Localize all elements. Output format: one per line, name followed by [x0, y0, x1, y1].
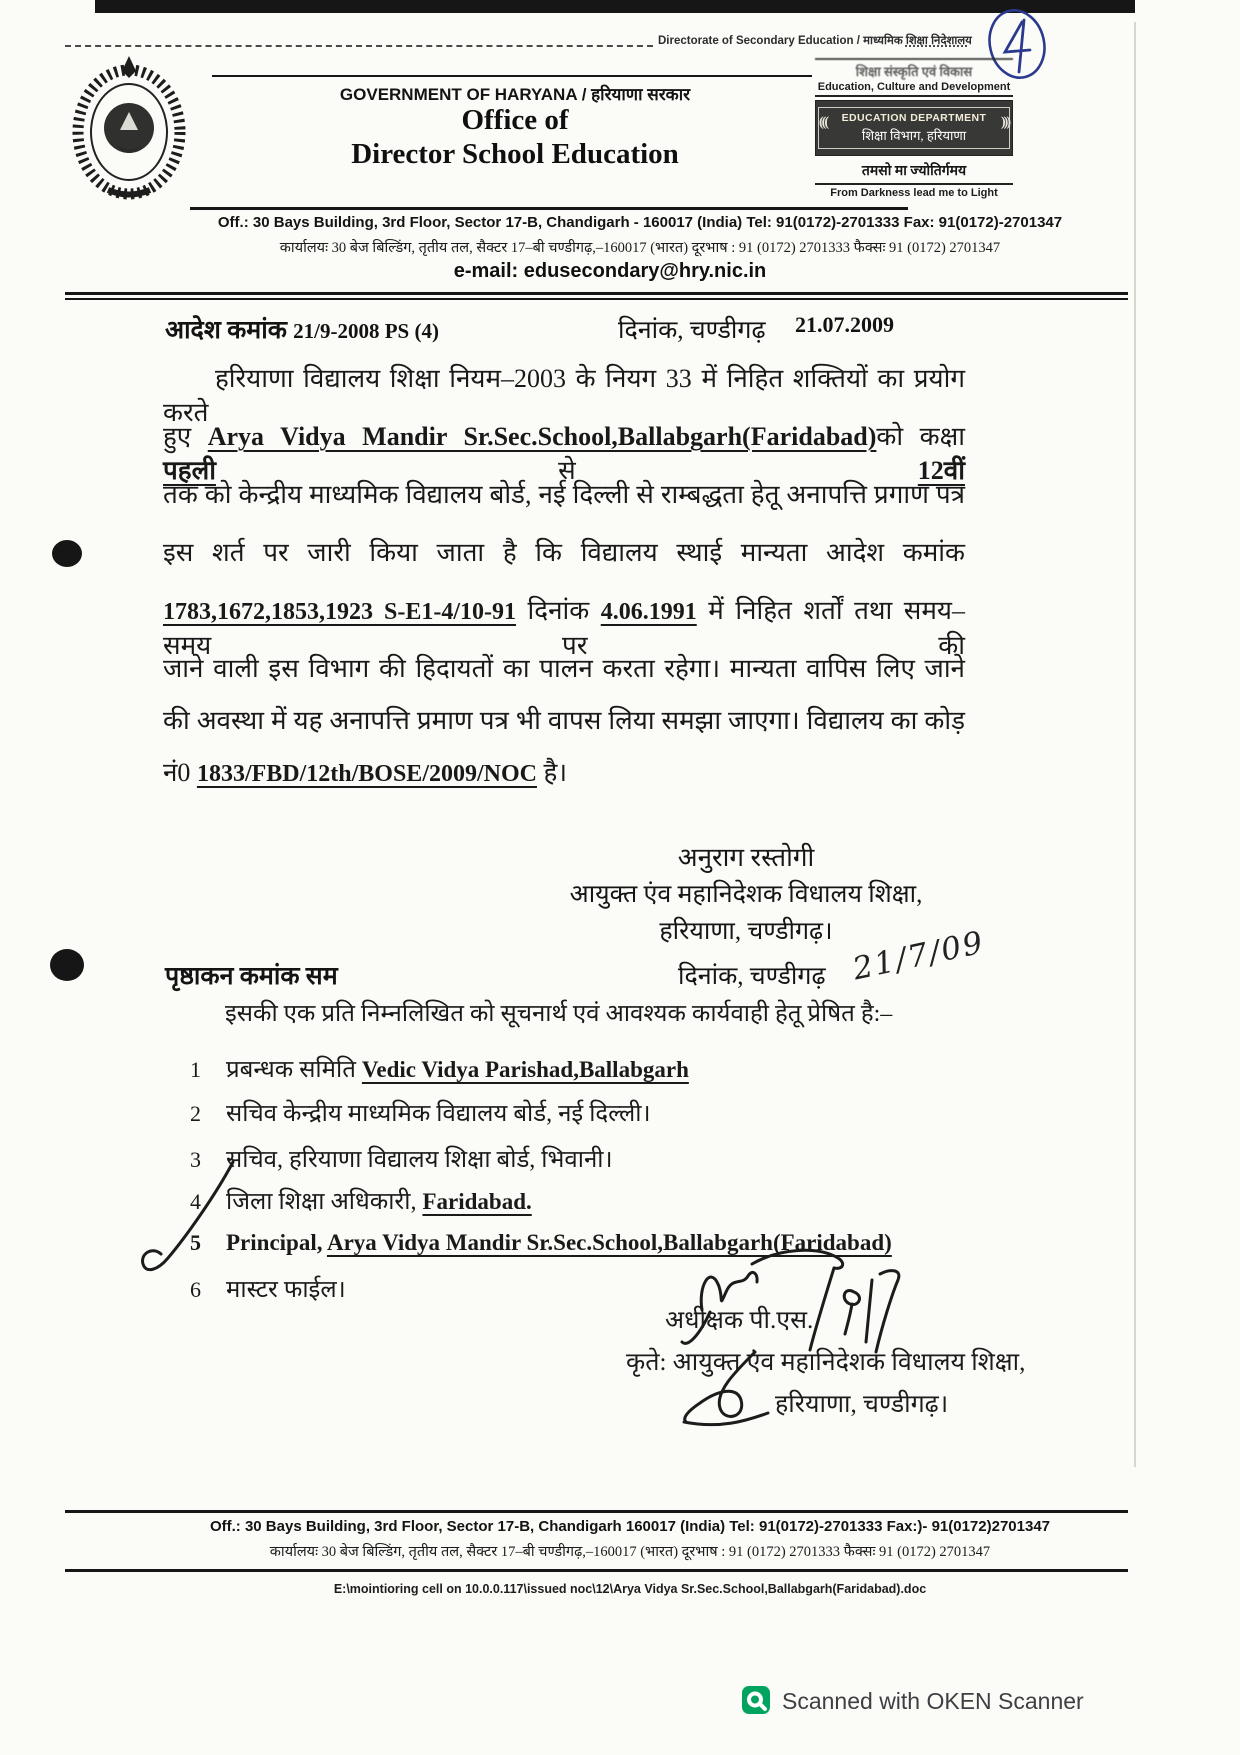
header-email: e-mail: edusecondary@hry.nic.in: [453, 260, 767, 282]
file-path-line: E:\mointioring cell on 10.0.0.117\issued noc\12\Arya Vidya Sr.Sec.School,Ballabgarh(Faridabad).doc: [333, 1582, 927, 1596]
body-line-8: [163, 756, 965, 791]
top-dot-line: [905, 45, 967, 47]
seal-dept-english: EDUCATION DEPARTMENT: [841, 112, 987, 124]
handwritten-flourish: [660, 1340, 830, 1440]
recipient-4-text: जिला शिक्षा अधिकारी,: [226, 1189, 423, 1215]
government-line: GOVERNMENT OF HARYANA / हरियाणा सरकार: [339, 85, 691, 104]
scanner-watermark-label: Scanned with OKEN Scanner: [782, 1688, 1084, 1714]
footer-top-line: [65, 1510, 1128, 1513]
footer-bottom-line: [65, 1569, 1128, 1572]
endorsement-date-label: दिनांक, चण्डीगढ़: [678, 963, 826, 990]
separator-double-line-top: [65, 292, 1128, 295]
body-l5-mid: दिनांक: [516, 596, 601, 625]
recipient-row-1: [190, 1052, 689, 1085]
recipient-2-number: 2: [190, 1101, 201, 1126]
body-line-1: हरियाणा विद्यालय शिक्षा नियम–2003 के नियग 33 में निहित शक्तियों का प्रयोग करते: [163, 364, 965, 427]
handwritten-date: 21/7/09: [849, 924, 988, 988]
recipient-5-emphasis: Arya Vidya Mandir Sr.Sec.School,Ballabgarh(Faridabad): [326, 1230, 892, 1255]
handwritten-checkmark: [120, 1148, 250, 1283]
punch-hole-mark-2: [50, 949, 84, 981]
order-number-row: [165, 312, 975, 346]
signatory-name: अनुराग रस्तोगी: [677, 843, 815, 872]
header-address-english: Off.: 30 Bays Building, 3rd Floor, Sector 17-B, Chandigarh - 160017 (India) Tel: 91(0172)-2701333 Fax: 91(0172)-2701347: [217, 214, 1063, 231]
header-address-hindi: कार्यालयः 30 बेज बिल्डिंग, तृतीय तल, सैक्टर 17–बी चण्डीगढ़,–160017 (भारत) दूरभाष : 91 (0172) 2701333 फैक्सः 91 (0172) 2701347: [279, 240, 1001, 256]
recipient-4-number: 4: [190, 1189, 201, 1214]
ref-numbers-underlined: 1783,1672,1853,1923 S-E1-4/10-91: [163, 599, 517, 625]
body-l2-prefix: हुए: [163, 422, 208, 451]
office-of-line: Office of: [461, 104, 569, 136]
body-line-4: इस शर्त पर जारी किया जाता है कि विद्यालय स्थाई मान्यता आदेश कमांक: [163, 538, 965, 567]
body-l2-mid: को कक्षा: [876, 422, 965, 451]
logo-motto-english: From Darkness lead me to Light: [830, 187, 998, 199]
seal-dept-hindi: शिक्षा विभाग, हरियाणा: [861, 128, 967, 143]
footer-address-english: Off.: 30 Bays Building, 3rd Floor, Sector 17-B, Chandigarh 160017 (India) Tel: 91(0172)-2701333 Fax:)- 91(0172)2701347: [209, 1518, 1051, 1535]
code-suffix: है।: [536, 758, 568, 787]
body-line-3: तक को केन्द्रीय माध्यमिक विद्यालय बोर्ड, नई दिल्ली से राम्बद्धता हेतू अनापत्ति प्रगाण पत्र: [163, 480, 965, 509]
footer-address-hindi: कार्यालयः 30 बेज बिल्डिंग, तृतीय तल, सैक्टर 17–बी चण्डीगढ़,–160017 (भारत) दूरभाष : 91 (0172) 2701333 फैक्सः 91 (0172) 2701347: [269, 1544, 991, 1560]
school-name-underlined: Arya Vidya Mandir Sr.Sec.School,Ballabgarh(Faridabad): [207, 422, 877, 451]
logo-top-english: Education, Culture and Development: [815, 80, 1013, 97]
seal-deco-left: (((: [819, 115, 827, 130]
oken-scanner-icon: [742, 1686, 770, 1714]
header-mid-line: [190, 207, 908, 210]
logo-motto-hindi: तमसो मा ज्योतिर्गमय: [815, 159, 1013, 185]
recipient-4-emphasis: Faridabad.: [422, 1189, 532, 1214]
recipient-1-emphasis: Vedic Vidya Parishad,Ballabgarh: [361, 1057, 689, 1082]
recipient-1-text: प्रबन्धक समिति: [226, 1057, 362, 1083]
haryana-emblem-icon: [66, 52, 192, 202]
for-commissioner-line: कृते: आयुक्त एंव महानिदेशक विधालय शिक्षा,: [626, 1349, 1026, 1376]
recipient-2-text: सचिव केन्द्रीय माध्यमिक विद्यालय बोर्ड, नई दिल्ली।: [226, 1101, 651, 1127]
education-department-seal-icon: [815, 100, 1013, 156]
school-code-underlined: 1833/FBD/12th/BOSE/2009/NOC: [196, 761, 537, 787]
recipient-row-3: [190, 1142, 613, 1175]
order-number-label: आदेश कमांक: [165, 317, 287, 344]
signatory-title: आयुक्त एंव महानिदेशक विधालय शिक्षा,: [569, 881, 923, 908]
punch-hole-mark-1: [52, 540, 82, 567]
signatory-place: हरियाणा, चण्डीगढ़।: [659, 918, 833, 945]
header-top-line: [212, 75, 812, 77]
superintendent-designation: अधीक्षक पी.एस.: [665, 1307, 814, 1334]
ref-date-underlined: 4.06.1991: [600, 599, 697, 625]
seal-deco-right: ))): [1001, 115, 1009, 130]
directorate-label: Directorate of Secondary Education / माध्यमिक शिक्षा निदेशालय: [658, 35, 972, 47]
recipient-3-text: सचिव, हरियाणा विद्यालय शिक्षा बोर्ड, भिवानी।: [226, 1147, 613, 1173]
logo-top-hindi: शिक्षा संस्कृति एवं विकास: [815, 58, 1013, 80]
order-number-value: 21/9-2008 PS (4): [293, 319, 439, 343]
recipient-6-number: 6: [190, 1277, 201, 1302]
recipient-5-text: Principal,: [226, 1230, 327, 1255]
separator-double-line-bottom: [65, 298, 1128, 300]
recipient-3-number: 3: [190, 1147, 201, 1172]
recipient-6-text: मास्टर फाईल।: [226, 1277, 346, 1303]
recipient-5-number: 5: [190, 1230, 201, 1255]
order-date-value: 21.07.2009: [795, 312, 894, 337]
class-from-underlined: पहली: [163, 456, 216, 485]
recipient-1-number: 1: [190, 1057, 201, 1082]
director-school-education-line: Director School Education: [351, 138, 679, 170]
code-label: नं0: [163, 758, 197, 787]
body-l2-se: से: [215, 456, 918, 485]
signature2-place: हरियाणा, चण्डीगढ़।: [775, 1391, 949, 1418]
order-date-label: दिनांक, चण्डीगढ़: [618, 317, 766, 344]
body-line-7: की अवस्था में यह अनापत्ति प्रमाण पत्र भी वापस लिया समझा जाएगा। विद्यालय का कोड़: [163, 706, 965, 735]
top-dash-line: [65, 45, 653, 47]
body-line-6: जाने वाली इस विभाग की हिदायतों का पालन करता रहेगा। मान्यता वापिस लिए जाने: [163, 654, 965, 683]
body-l5-rest: में निहित शर्तों तथा समय–समय पर की: [163, 596, 965, 660]
class-to-underlined: 12वीं: [917, 456, 965, 485]
recipient-row-2: [190, 1096, 651, 1129]
copy-forward-line: इसकी एक प्रति निम्नलिखित को सूचनार्थ एवं आवश्यक कार्यवाही हेतू प्रेषित है:–: [225, 1001, 893, 1027]
endorsement-ref: पृष्ठाकन कमांक सम: [165, 963, 338, 990]
department-logo-block: [815, 58, 1013, 199]
